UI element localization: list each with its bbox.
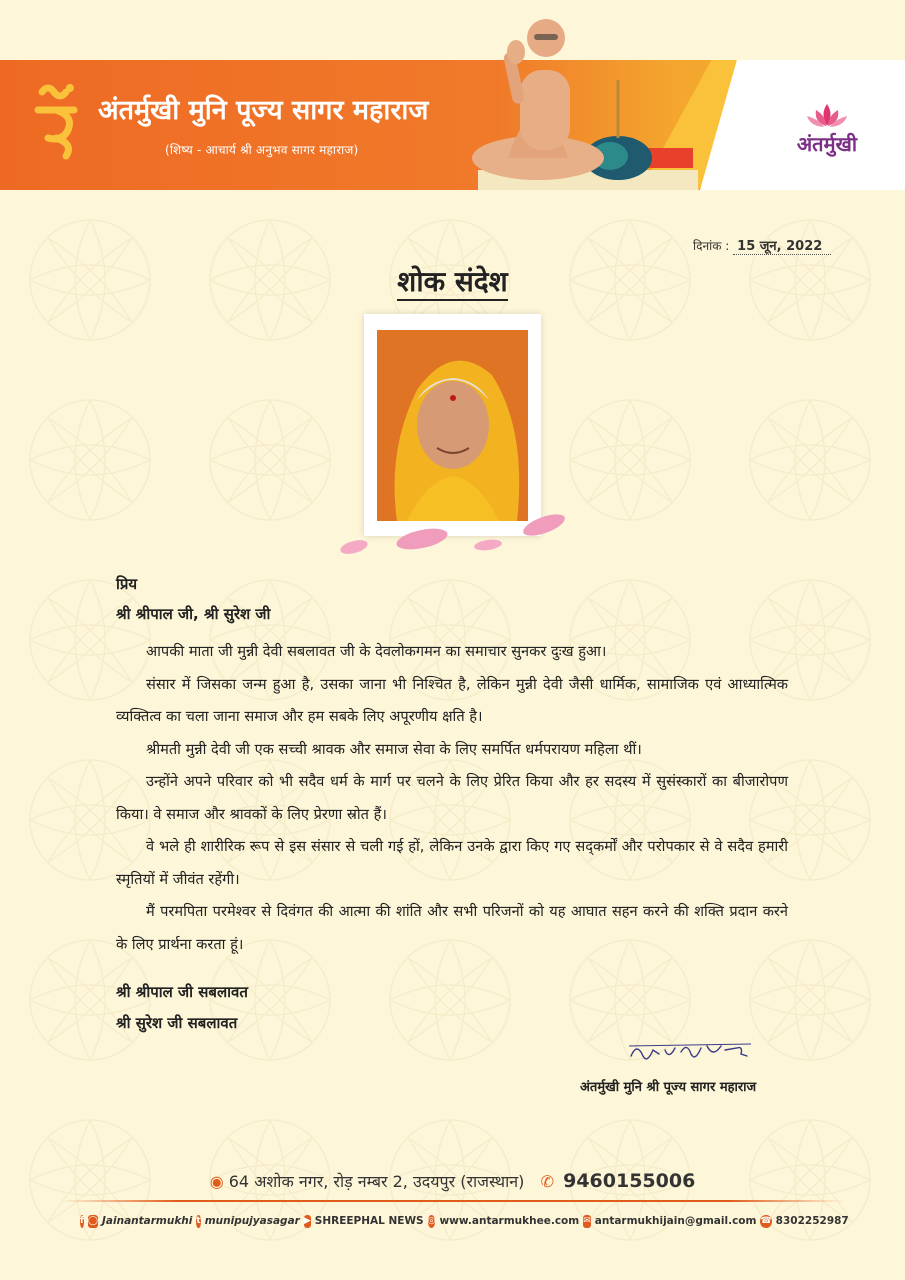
decorative-petals: [330, 505, 580, 565]
message-paragraph: श्रीमती मुन्नी देवी जी एक सच्ची श्रावक और समाज सेवा के लिए समर्पित धर्मपरायण महिला थीं।: [146, 740, 642, 758]
footer-divider: [60, 1200, 845, 1202]
social-website[interactable]: www.antarmukhee.com: [439, 1215, 580, 1227]
footer-address: 64 अशोक नगर, रोड़ नम्बर 2, उदयपुर (राजस्थान): [228, 1172, 525, 1191]
lotus-icon: [804, 102, 850, 128]
recipient-name-2: श्री सुरेश जी सबलावत: [116, 1014, 238, 1032]
whatsapp-icon: ☎: [760, 1215, 772, 1226]
page-title-text: शोक संदेश: [397, 265, 507, 301]
social-twitter-handle[interactable]: munipujyasagar: [204, 1215, 300, 1227]
addressee: श्री श्रीपाल जी, श्री सुरेश जी: [116, 605, 271, 623]
youtube-icon[interactable]: ▶: [303, 1215, 311, 1226]
mail-icon: ✉: [583, 1215, 591, 1226]
globe-icon: ◎: [427, 1215, 436, 1226]
monk-portrait: [468, 8, 708, 190]
signatory-name: अंतर्मुखी मुनि श्री पूज्य सागर महाराज: [580, 1080, 757, 1095]
twitter-icon[interactable]: t: [196, 1215, 201, 1226]
message-body: [116, 636, 788, 961]
message-paragraph: उन्होंने अपने परिवार को भी सदैव धर्म के मार्ग पर चलने के लिए प्रेरित किया और हर सदस्य में सुसंस्कारों का बीजारोपण किया। वे समाज और श्रावकों के लिए प्रेरणा स्रोत हैं।: [116, 773, 788, 823]
portrait-frame: [364, 314, 541, 536]
social-whatsapp[interactable]: 8302252987: [775, 1215, 849, 1227]
date-value: 15 जून, 2022: [733, 236, 831, 255]
brand-title: अंतर्मुखी मुनि पूज्य सागर महाराज: [98, 95, 429, 126]
phone-icon: ✆: [540, 1172, 555, 1191]
footer-address-row: [0, 1170, 905, 1192]
om-logo-icon: [28, 82, 84, 160]
message-paragraph: वे भले ही शारीरिक रूप से इस संसार से चली गई हों, लेकिन उनके द्वारा किए गए सद्कर्मों और परोपकार से वे सदैव हमारी स्मृतियों में जीवंत रहेंगी।: [116, 838, 788, 888]
page-title: [0, 262, 905, 300]
message-paragraph: आपकी माता जी मुन्नी देवी सबलावत जी के देवलोकगमन का समाचार सुनकर दुःख हुआ।: [146, 643, 607, 660]
social-youtube-handle[interactable]: SHREEPHAL NEWS: [314, 1215, 424, 1227]
salutation: प्रिय: [116, 575, 138, 593]
recipient-name-1: श्री श्रीपाल जी सबलावत: [116, 983, 248, 1001]
brand-subtitle: (शिष्य - आचार्य श्री अनुभव सागर महाराज): [165, 143, 359, 157]
portrait-photo: [377, 330, 528, 521]
social-email[interactable]: antarmukhijain@gmail.com: [594, 1215, 757, 1227]
antarmukhi-logo-text: अंतर्मुखी: [796, 132, 858, 156]
date-label: दिनांक :: [693, 239, 730, 253]
location-pin-icon: ◉: [209, 1172, 224, 1191]
instagram-icon[interactable]: ◯: [87, 1215, 98, 1226]
facebook-icon[interactable]: f: [80, 1215, 84, 1226]
date-line: [693, 236, 831, 255]
social-links: [80, 1212, 849, 1230]
message-paragraph: संसार में जिसका जन्म हुआ है, उसका जाना भी निश्चित है, लेकिन मुन्नी देवी जैसी धार्मिक, सामाजिक एवं आध्यात्मिक व्यक्तित्व का चला जाना समाज और हम सबके लिए अपूरणीय क्षति है।: [116, 675, 788, 725]
footer-phone[interactable]: 9460155006: [563, 1170, 696, 1192]
social-facebook-handle[interactable]: Jainantarmukhi: [102, 1215, 193, 1227]
handwritten-signature: [625, 1036, 755, 1070]
header: [0, 0, 905, 192]
message-paragraph: मैं परमपिता परमेश्वर से दिवंगत की आत्मा की शांति और सभी परिजनों को यह आघात सहन करने की शक्ति प्रदान करने के लिए प्रार्थना करता हूं।: [116, 903, 788, 953]
antarmukhi-logo: [782, 102, 872, 162]
